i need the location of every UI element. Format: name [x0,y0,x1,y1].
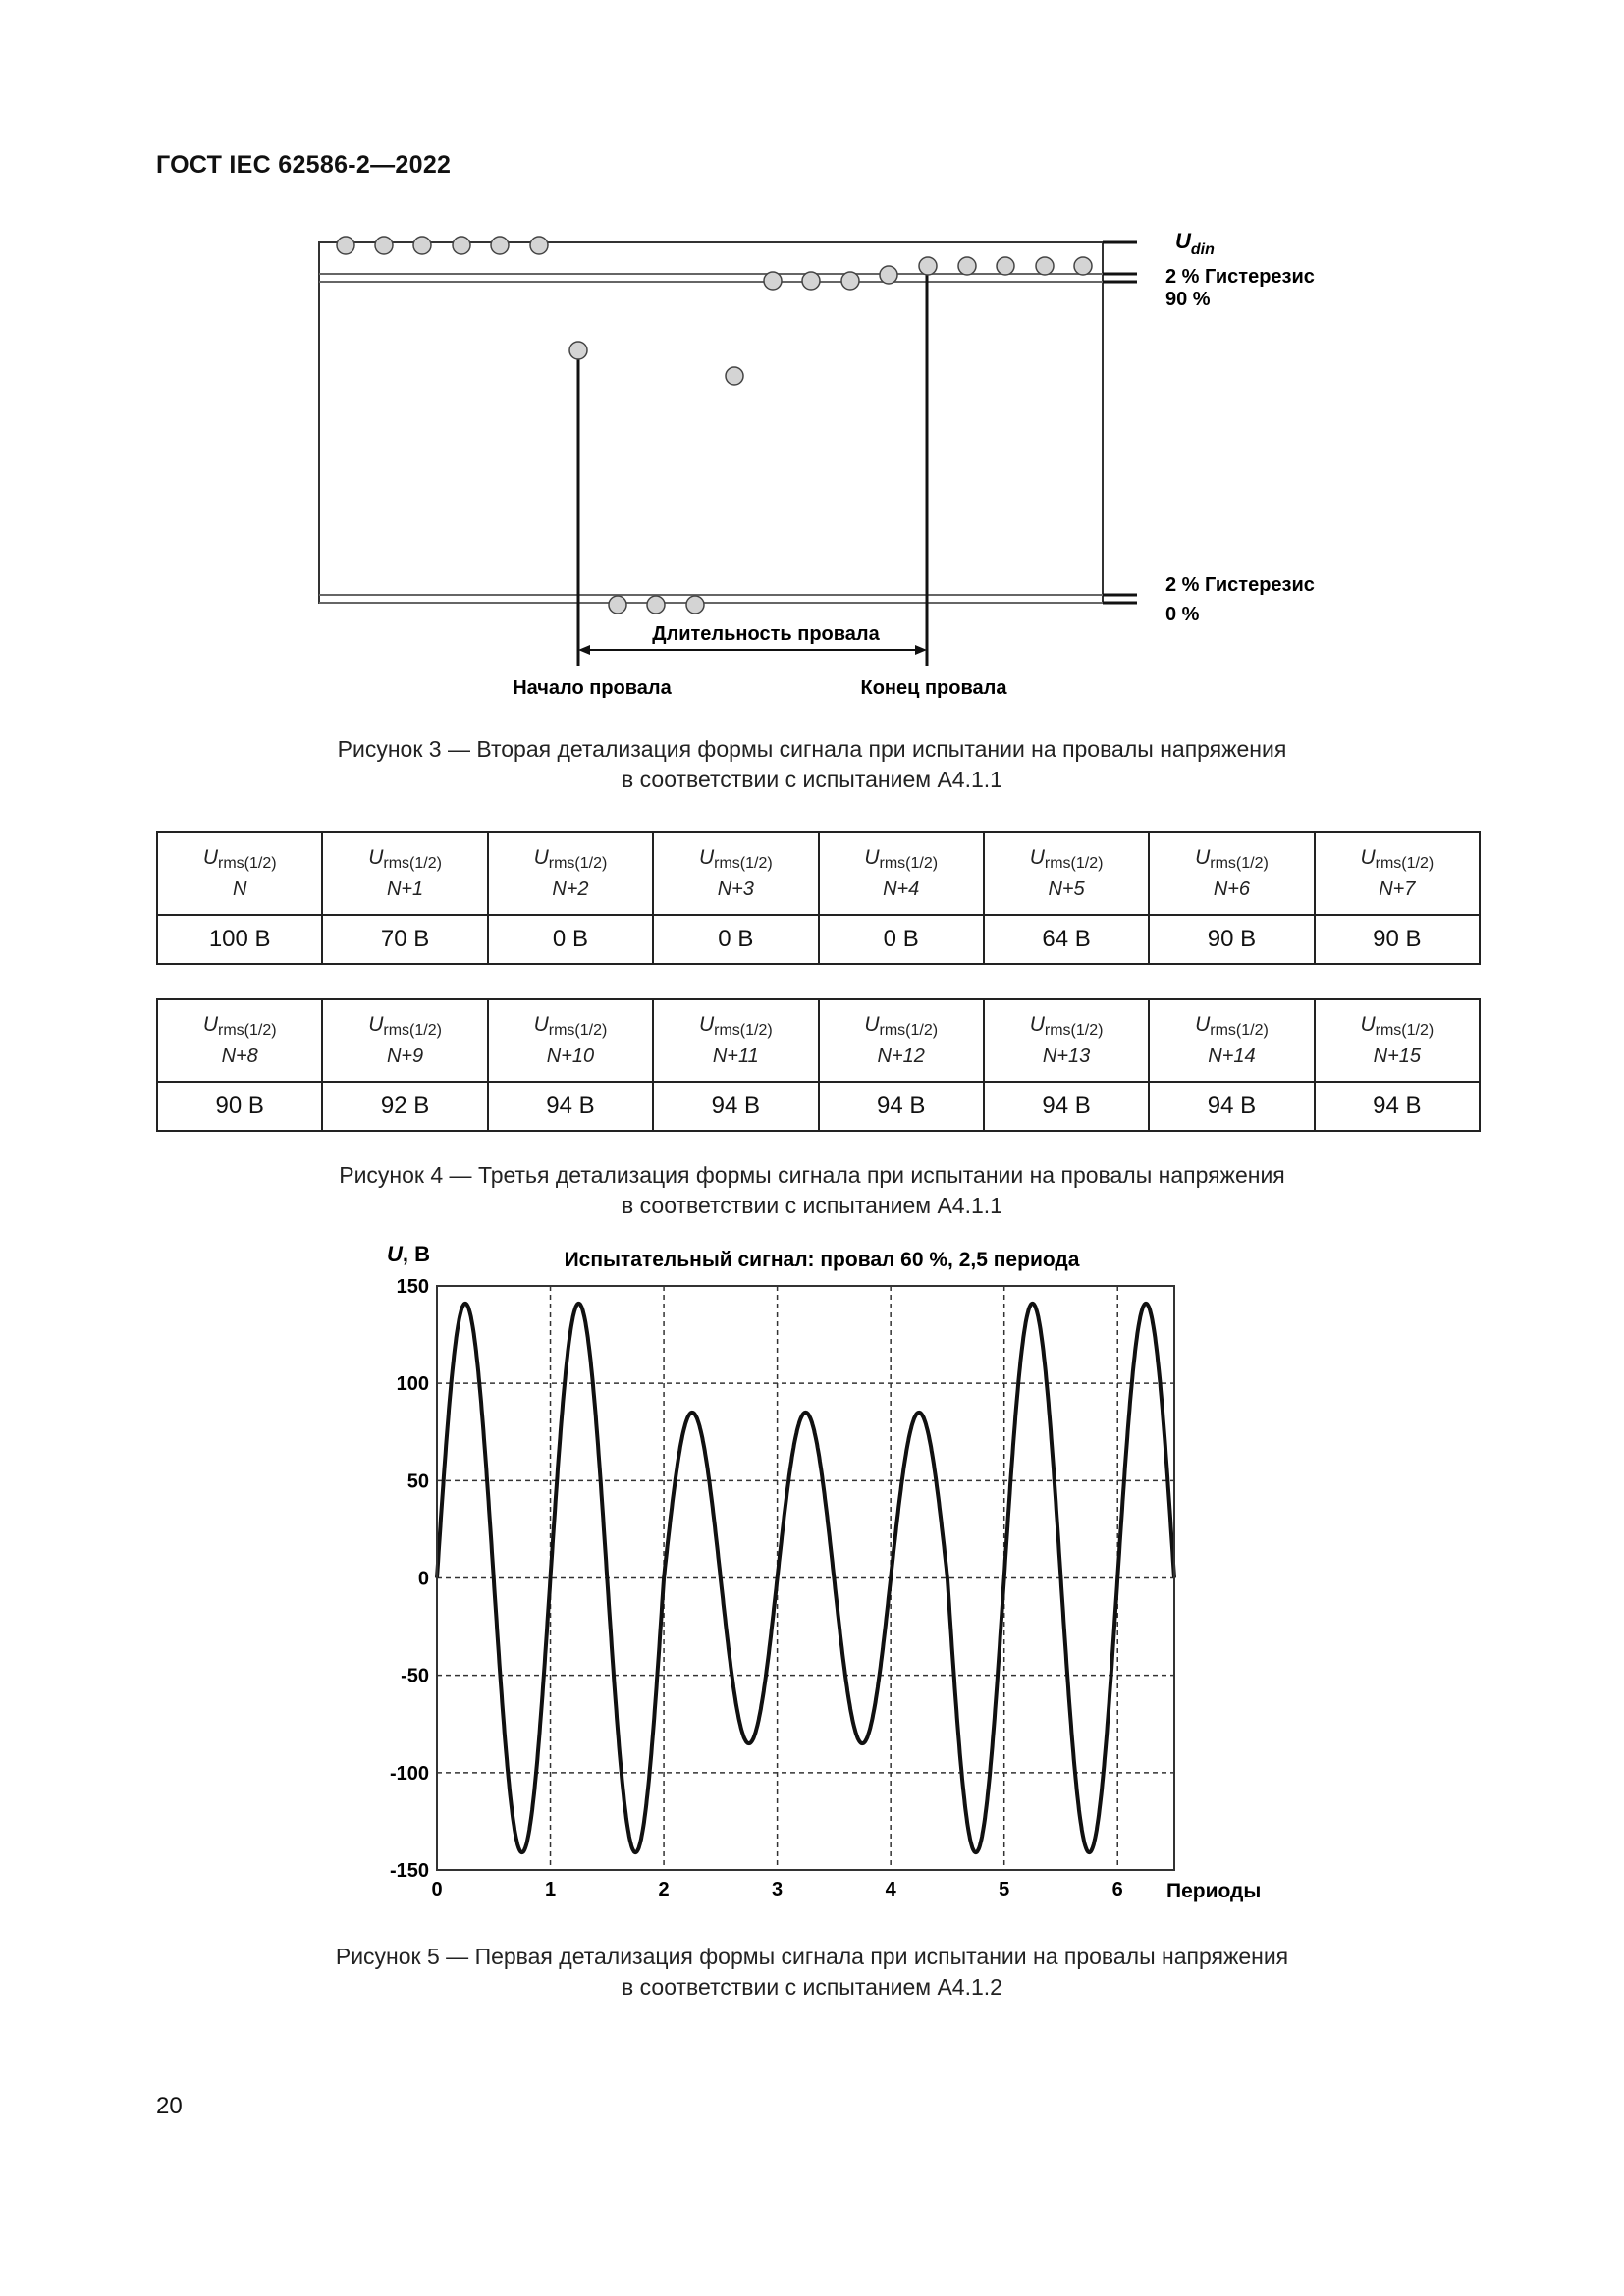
dip-end-label: Конец провала [860,677,1007,699]
figure5-caption-line2: в соответствии с испытанием А4.1.2 [622,1974,1002,2000]
chart-grid [437,1286,1174,1870]
sample-point [569,342,587,359]
sample-point [453,237,470,254]
sample-point [764,272,782,290]
table-header-cell: $U_{rms(1/2)}$ N+11 [653,999,818,1082]
table-value-row [157,915,1480,964]
table-header-cell: $U_{rms(1/2)}$ N [157,832,322,915]
sample-point [647,596,665,614]
table-value-cell: 94 В [488,1082,653,1131]
x-tick-label: 4 [885,1879,896,1900]
table-header-cell: $U_{rms(1/2)}$ N+1 [322,832,487,915]
dip-start-label: Начало провала [513,677,672,699]
sample-point [609,596,626,614]
figure5-chart [0,1217,1624,1934]
sample-point [958,257,976,275]
table-value-cell: 70 В [322,915,487,964]
y-tick-label: -100 [389,1762,429,1785]
table-value-cell: 90 В [157,1082,322,1131]
x-tick-label: 6 [1111,1879,1123,1900]
figure4-caption-line1: Рисунок 4 — Третья детализация формы сигнала при испытании на провалы напряжения [339,1162,1285,1188]
x-tick-label: 2 [658,1879,670,1900]
page-number: 20 [156,2093,183,2119]
y-tick-label: 50 [406,1470,429,1493]
y-tick-labels [390,1276,429,1882]
sample-points [337,237,1092,614]
table-header-cell: $U_{rms(1/2)}$ N+5 [984,832,1149,915]
figure5-caption [0,1942,1624,2002]
table-value-cell: 64 В [984,915,1149,964]
duration-arrow-right-head [915,645,927,655]
x-axis-label: Периоды [1166,1880,1262,1902]
figure3-diagram [0,0,1624,717]
figure3-caption [0,734,1624,795]
table-value-cell: 0 В [653,915,818,964]
table-value-cell: 0 В [488,915,653,964]
table-header-cell: $U_{rms(1/2)}$ N+2 [488,832,653,915]
table-value-row [157,1082,1480,1131]
y-tick-label: 150 [396,1276,429,1298]
table-header-cell: $U_{rms(1/2)}$ N+7 [1315,832,1480,915]
table-header-cell: $U_{rms(1/2)}$ N+4 [819,832,984,915]
duration-label: Длительность провала [652,623,880,645]
figure3-frame [319,242,1103,603]
table-value-cell: 94 В [984,1082,1149,1131]
hyst-bottom-label: 2 % Гистерезис [1165,574,1315,596]
figure3-caption-line1: Рисунок 3 — Вторая детализация формы сигнала при испытании на провалы напряжения [337,736,1287,762]
duration-arrow-left-head [578,645,590,655]
x-tick-labels [431,1879,1122,1900]
hyst-top-label: 2 % Гистерезис [1165,266,1315,288]
table-value-cell: 90 В [1315,915,1480,964]
table-header-cell: $U_{rms(1/2)}$ N+12 [819,999,984,1082]
y-tick-label: 100 [396,1373,429,1396]
level-90-label: 90 % [1165,289,1211,310]
figure4-caption [0,1160,1624,1221]
x-tick-label: 0 [431,1879,443,1900]
table-header-cell: $U_{rms(1/2)}$ N+3 [653,832,818,915]
sample-point [686,596,704,614]
sample-point [375,237,393,254]
y-axis-label: U, В [387,1242,431,1266]
sample-point [337,237,354,254]
x-tick-label: 5 [999,1879,1010,1900]
sample-point [802,272,820,290]
rms-table-2 [156,998,1481,1132]
sample-point [919,257,937,275]
y-tick-label: -150 [389,1860,429,1882]
figure3-caption-line2: в соответствии с испытанием А4.1.1 [622,767,1002,792]
x-tick-label: 1 [544,1879,557,1900]
sample-point [997,257,1014,275]
table-value-cell: 92 В [322,1082,487,1131]
table-header-row [157,999,1480,1082]
table-header-cell: $U_{rms(1/2)}$ N+9 [322,999,487,1082]
table-header-cell: $U_{rms(1/2)}$ N+15 [1315,999,1480,1082]
figure5-caption-line1: Рисунок 5 — Первая детализация формы сигнала при испытании на провалы напряжения [335,1944,1289,1969]
sample-point [413,237,431,254]
table-value-cell: 94 В [819,1082,984,1131]
table-header-cell: $U_{rms(1/2)}$ N+8 [157,999,322,1082]
table-header-row [157,832,1480,915]
sample-point [880,266,897,284]
udin-label: $U_{din}$ [1175,229,1215,258]
table-value-cell: 90 В [1149,915,1314,964]
figure4-caption-line2: в соответствии с испытанием А4.1.1 [622,1193,1002,1218]
table-value-cell: 0 В [819,915,984,964]
table-header-cell: $U_{rms(1/2)}$ N+6 [1149,832,1314,915]
table-value-cell: 94 В [1149,1082,1314,1131]
sample-point [841,272,859,290]
chart-title: Испытательный сигнал: провал 60 %, 2,5 периода [564,1249,1080,1271]
sample-point [726,367,743,385]
sample-point [1036,257,1054,275]
rms-table-1 [156,831,1481,965]
sample-point [530,237,548,254]
x-tick-label: 3 [772,1879,784,1900]
table-value-cell: 100 В [157,915,322,964]
table-header-cell: $U_{rms(1/2)}$ N+13 [984,999,1149,1082]
table-value-cell: 94 В [653,1082,818,1131]
y-tick-label: -50 [401,1665,429,1687]
table-header-cell: $U_{rms(1/2)}$ N+10 [488,999,653,1082]
document-header: ГОСТ IEC 62586-2—2022 [156,151,452,179]
y-tick-label: 0 [417,1568,429,1590]
table-header-cell: $U_{rms(1/2)}$ N+14 [1149,999,1314,1082]
sample-point [1074,257,1092,275]
level-0-label: 0 % [1165,604,1200,625]
table-value-cell: 94 В [1315,1082,1480,1131]
sample-point [491,237,509,254]
